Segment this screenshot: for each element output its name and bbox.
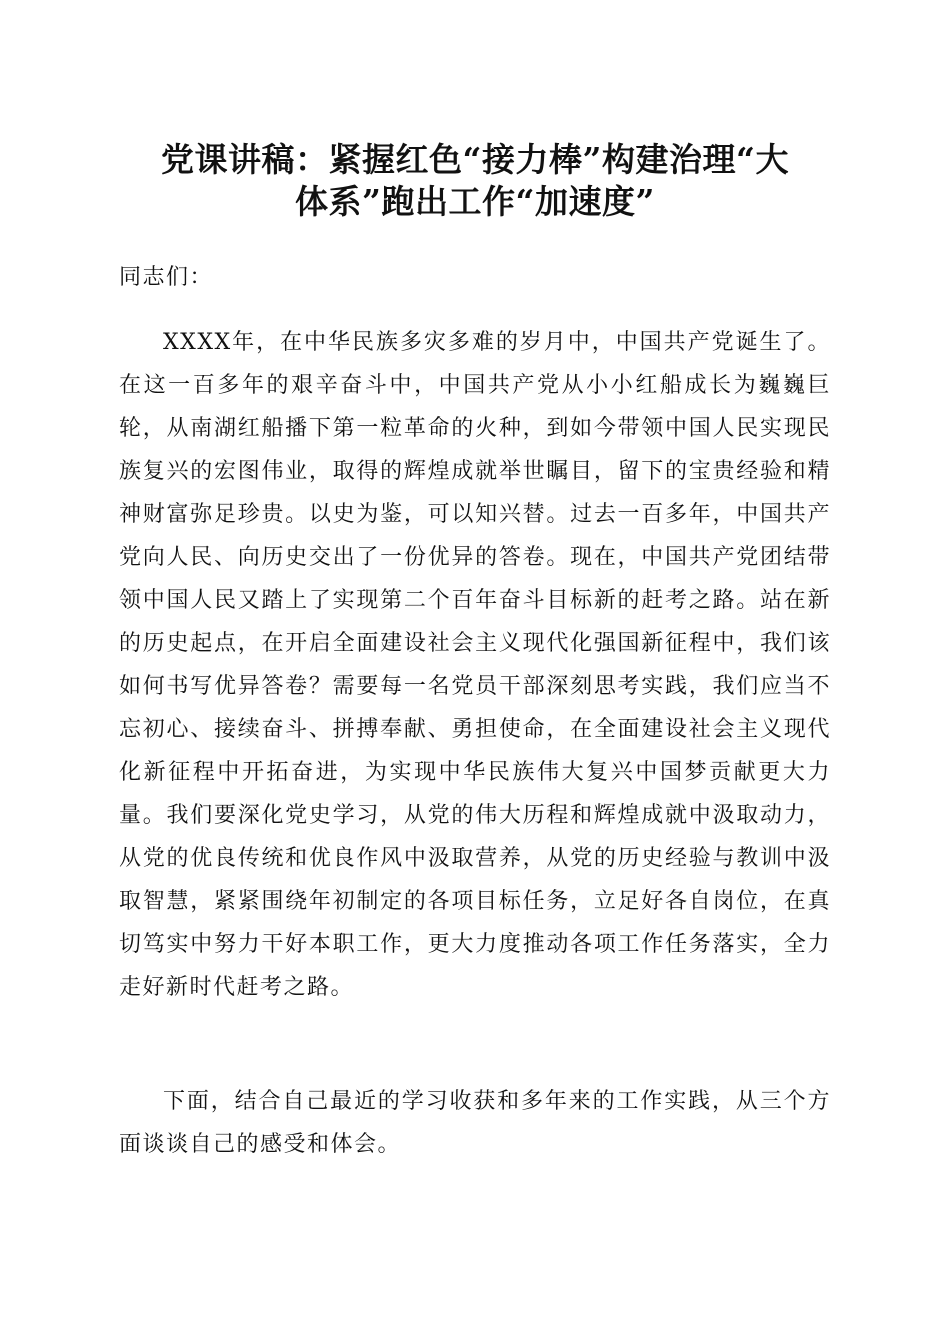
salutation: 同志们： — [119, 265, 214, 290]
body-paragraph-2: 下面，结合自己最近的学习收获和多年来的工作实践，从三个方面谈谈自己的感受和体会。 — [119, 1089, 831, 1157]
document-title-line-1: 党课讲稿：紧握红色“接力棒”构建治理“大 — [161, 140, 789, 179]
body-paragraph-1: XXXX年，在中华民族多灾多难的岁月中，中国共产党诞生了。在这一百多年的艰辛奋斗中，中国共产党从小小红船成长为巍巍巨轮，从南湖红船播下第一粒革命的火种，到如今带领中国人民实现民族复兴的宏图伟业，取得的辉煌成就举世瞩目，留下的宝贵经验和精神财富弥足珍贵。以史为鉴，可以知兴替。过去一百多年，中国共产党向人民、向历史交出了一份优异的答卷。现在，中国共产党团结带领中国人民又踏上了实现第二个百年奋斗目标新的赶考之路。站在新的历史起点，在开启全面建设社会主义现代化强国新征程中，我们该如何书写优异答卷？需要每一名党员干部深刻思考实践，我们应当不忘初心、接续奋斗、拼搏奉献、勇担使命，在全面建设社会主义现代化新征程中开拓奋进，为实现中华民族伟大复兴中国梦贡献更大力量。我们要深化党史学习，从党的伟大历程和辉煌成就中汲取动力，从党的优良传统和优良作风中汲取营养，从党的历史经验与教训中汲取智慧，紧紧围绕年初制定的各项目标任务，立足好各自岗位，在真切笃实中努力干好本职工作，更大力度推动各项工作任务落实，全力走好新时代赶考之路。 — [119, 330, 831, 1000]
document-title-line-2: 体系”跑出工作“加速度” — [295, 182, 655, 221]
